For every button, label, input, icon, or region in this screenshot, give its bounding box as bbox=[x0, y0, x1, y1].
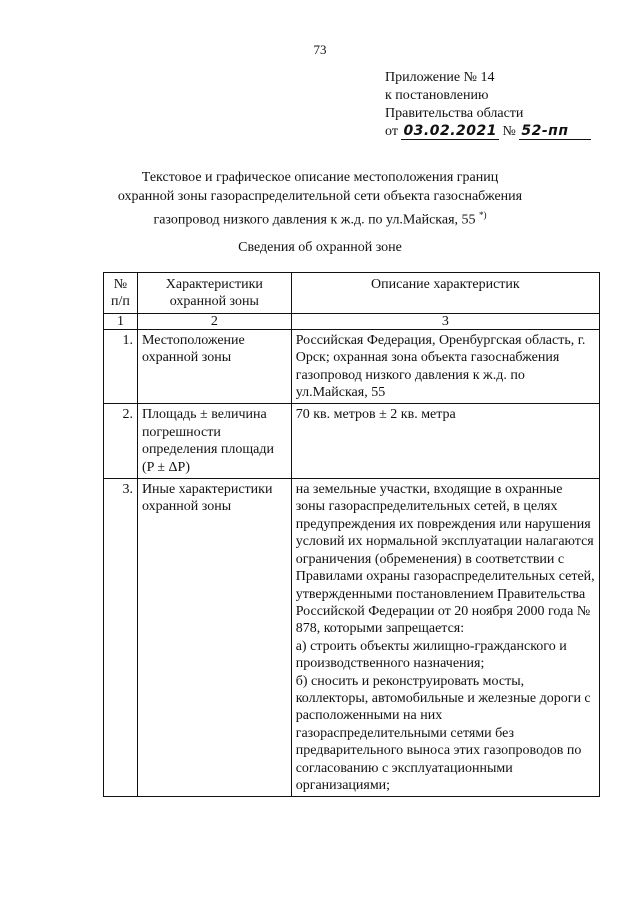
index-cell: 3 bbox=[291, 313, 599, 329]
table-index-row bbox=[104, 313, 600, 329]
title-line-2: охранной зоны газораспределительной сети объекта газоснабжения bbox=[117, 189, 523, 204]
appendix-line-1: Приложение № 14 bbox=[385, 70, 495, 85]
description-paragraph: Российская Федерация, Оренбургская область, г. Орск; охранная зона объекта газоснабжения газопровод низкого давления к ж.д. по ул.Майская, 55 bbox=[295, 332, 586, 401]
table-header-row bbox=[104, 273, 600, 314]
title-line-1: Текстовое и графическое описание местоположения границ bbox=[141, 170, 499, 185]
row-characteristic: Иные характеристики охранной зоны bbox=[137, 479, 291, 797]
header-characteristics: Характеристики охранной зоны bbox=[137, 273, 291, 314]
appendix-line-2: к постановлению bbox=[385, 88, 489, 103]
description-paragraph: а) строить объекты жилищно-гражданского и производственного назначения; bbox=[295, 638, 567, 672]
title-line-3-wrap bbox=[80, 206, 560, 230]
footnote-mark: *) bbox=[479, 210, 487, 220]
row-number: 1. bbox=[104, 329, 138, 404]
document-title bbox=[80, 168, 560, 230]
description-paragraph: на земельные участки, входящие в охранные зоны газораспределительных сетей, в целях предупреждения их повреждения или нарушения условий их нормальной эксплуатации налагаются ограничения (обременения) в соответствии с Правилами охраны газораспределительных сетей, утвержденными постановлением Правительства Российской Федерации от 20 ноября 2000 года № 878, которыми запрещается: bbox=[295, 482, 595, 637]
index-cell: 1 bbox=[104, 313, 138, 329]
date-prefix: от bbox=[385, 124, 398, 139]
description-paragraph: б) сносить и реконструировать мосты, коллекторы, автомобильные и железные дороги с расположенными на них газораспределительными сетями без предварительного выноса этих газопроводов по согласованию с эксплуатационными организациями; bbox=[295, 673, 591, 793]
appendix-line-3: Правительства области bbox=[385, 106, 524, 121]
table-row bbox=[104, 479, 600, 797]
header-number: № п/п bbox=[104, 273, 138, 314]
table-row bbox=[104, 404, 600, 479]
row-description bbox=[291, 479, 599, 797]
title-line-3: газопровод низкого давления к ж.д. по ул.Майская, 55 bbox=[153, 212, 476, 228]
row-description bbox=[291, 404, 599, 479]
row-number: 2. bbox=[104, 404, 138, 479]
row-number: 3. bbox=[104, 479, 138, 797]
appendix-block bbox=[385, 69, 591, 141]
page-number: 73 bbox=[313, 42, 327, 57]
row-characteristic: Площадь ± величина погрешности определения площади (P ± ΔP) bbox=[137, 404, 291, 479]
index-cell: 2 bbox=[137, 313, 291, 329]
number-prefix: № bbox=[502, 124, 516, 139]
protection-zone-table bbox=[103, 272, 600, 797]
handwritten-number: 52-пп bbox=[519, 124, 591, 140]
row-description bbox=[291, 329, 599, 404]
table-row bbox=[104, 329, 600, 404]
description-paragraph: 70 кв. метров ± 2 кв. метра bbox=[295, 407, 456, 423]
section-title: Сведения об охранной зоне bbox=[238, 240, 402, 255]
header-description: Описание характеристик bbox=[291, 273, 599, 314]
row-characteristic: Местоположение охранной зоны bbox=[137, 329, 291, 404]
handwritten-date: 03.02.2021 bbox=[403, 123, 498, 139]
appendix-date-line bbox=[385, 123, 591, 141]
